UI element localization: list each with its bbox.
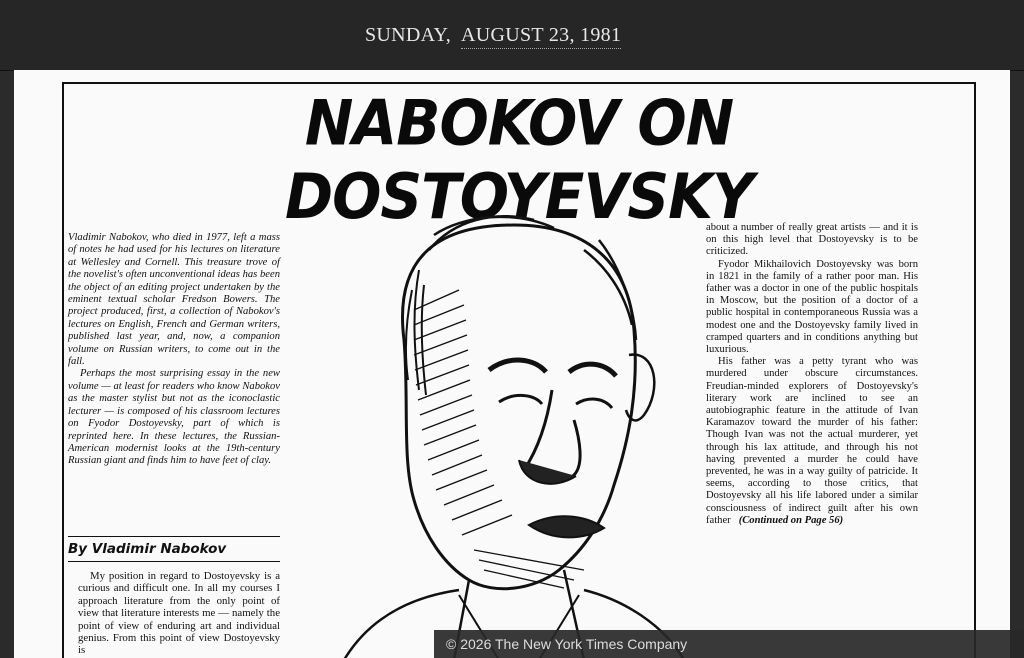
dateline — [365, 24, 621, 47]
intro-paragraph: Perhaps the most surprising essay in the new volume — at least for readers who know Nabokov as the master stylist but not as the iconoclastic lecturer — is composed of his classroom lectures on Fyodor Dostoyevsky, part of which is reprinted here. In these lectures, the Russian-American modernist looks at the 19th-century Russian giant and finds him to have feet of clay. — [68, 368, 280, 467]
day-label: SUNDAY, — [365, 24, 452, 46]
body-paragraph — [706, 356, 918, 527]
body-column-right — [706, 222, 918, 527]
divider — [68, 536, 280, 537]
caricature-portrait-icon — [284, 140, 714, 658]
body-paragraph: about a number of really great artists — and it is on this high level that Dostoyevsky is to be criticized. — [706, 222, 918, 258]
intro-paragraph: Vladimir Nabokov, who died in 1977, left a mass of notes he had used for his lectures on literature at Wellesley and Cornell. This treasure trove of the novelist's often unconventional ideas has been the object of an editing project undertaken by the eminent textual scholar Fredson Bowers. The project produced, first, a collection of Nabokov's lectures on English, French and German writers, published last year, and, now, a companion volume on Russian writers, to come out in the fall. — [68, 232, 280, 368]
newspaper-page — [14, 70, 1010, 658]
body-column-left — [78, 570, 280, 657]
divider — [68, 561, 280, 562]
body-text: His father was a petty tyrant who was murdered under obscure circumstances. Freudian-minded explorers of Dostoyevsky's literary work are inclined to see an autobiographic feature in the attitude of Ivan Karamazov toward the murder of his father: Though Ivan was not the actual murderer, yet through his lax attitude, and through his not having prevented a murder he could have prevented, he was in a way guilty of patricide. It seems, according to those critics, that Dostoyevsky all his life labored under a similar consciousness of indirect guilt after his own father — [706, 356, 918, 526]
byline: By Vladimir Nabokov — [68, 541, 227, 557]
headline: NABOKOV ON DOSTOYEVSKY — [284, 86, 754, 233]
body-paragraph: My position in regard to Dostoyevsky is a curious and difficult one. In all my courses I approach literature from the only point of view that literature interests me — namely the point of view of enduring art and individual genius. From this point of view Dostoyevsky is — [78, 570, 280, 657]
copyright-bar: © 2026 The New York Times Company — [434, 630, 1024, 658]
body-paragraph: Fyodor Mikhailovich Dostoyevsky was born in 1821 in the family of a rather poor man. His father was a doctor in one of the public hospitals in Moscow, but the position of a doctor of a public hospital in contemporaneous Russia was a modest one and the Dostoyevsky family lived in cramped quarters and in conditions anything but luxurious. — [706, 258, 918, 356]
date-link[interactable]: AUGUST 23, 1981 — [461, 24, 621, 49]
continued-link: (Continued on Page 56) — [738, 514, 844, 526]
intro-column — [68, 232, 280, 468]
top-bar — [0, 0, 1024, 71]
